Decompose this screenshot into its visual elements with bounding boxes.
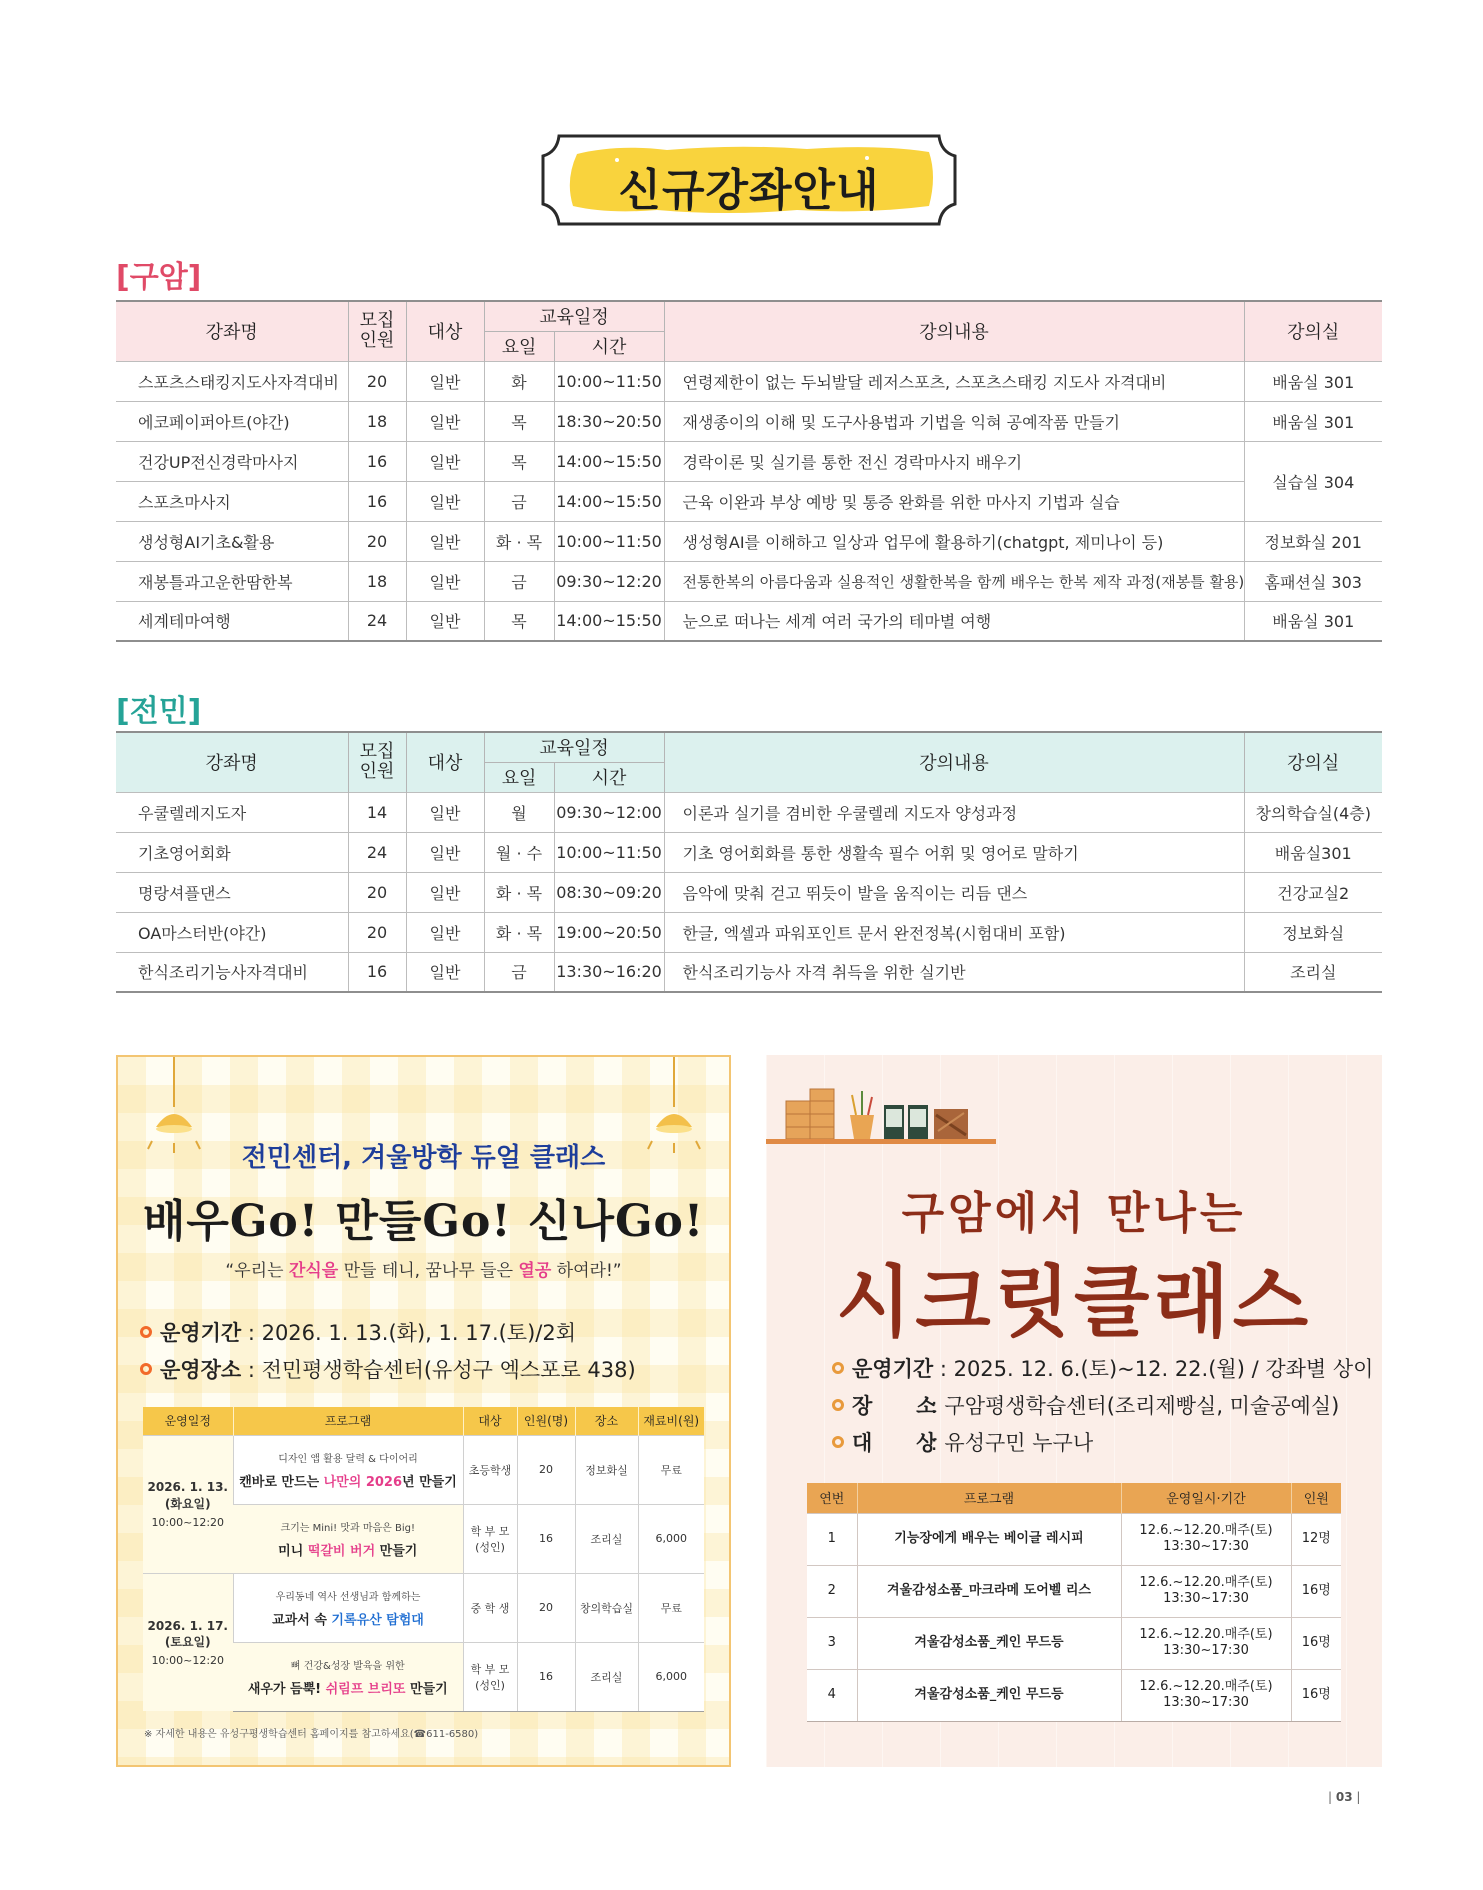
table-row	[143, 1435, 704, 1504]
col-header: 대상	[463, 1407, 517, 1435]
col-header-recruit: 모집 인원	[348, 301, 406, 361]
dual-class-program-table	[143, 1407, 704, 1712]
quote-highlight: 열공	[518, 1261, 552, 1281]
col-header-recruit: 모집 인원	[348, 732, 406, 792]
schedule-time: 13:30~17:30	[1163, 1695, 1249, 1710]
poster-heading: 전민센터, 겨울방학 듀얼 클래스	[241, 1143, 606, 1173]
program-title-part: 미니	[278, 1543, 308, 1559]
program-cell	[233, 1573, 463, 1642]
place-label: 장 소	[852, 1394, 937, 1418]
program-cell	[233, 1642, 463, 1711]
program-name: 겨울감성소품_마크라메 도어벨 리스	[857, 1565, 1121, 1617]
program-place: 창의학습실	[575, 1573, 638, 1642]
program-schedule	[1121, 1565, 1291, 1617]
poster-title: 시크릿클래스	[835, 1258, 1313, 1348]
col-header-target: 대상	[406, 732, 484, 792]
course-num: 16	[348, 952, 406, 992]
program-subtitle: 크기는 Mini! 맛과 마음은 Big!	[280, 1522, 416, 1534]
course-time: 09:30~12:00	[554, 792, 664, 832]
program-title	[236, 1609, 461, 1628]
schedule-date: 12.6.~12.20.매주(토)	[1139, 1522, 1273, 1538]
table-row	[116, 912, 1382, 952]
schedule-date: 12.6.~12.20.매주(토)	[1139, 1574, 1273, 1590]
page-title: 신규강좌안내	[618, 165, 880, 216]
course-name: 세계테마여행	[116, 601, 348, 641]
course-num: 18	[348, 561, 406, 601]
bullet-ring-icon	[832, 1436, 844, 1448]
course-num: 24	[348, 601, 406, 641]
guam-course-table	[116, 300, 1382, 642]
program-title	[235, 1678, 461, 1697]
period-label: 운영기간	[852, 1357, 934, 1381]
program-num: 16	[517, 1504, 575, 1573]
course-content: 연령제한이 없는 두뇌발달 레저스포츠, 스포츠스태킹 지도사 자격대비	[664, 361, 1244, 401]
jeonmin-course-table	[116, 731, 1382, 993]
schedule-time: 13:30~17:30	[1163, 1591, 1249, 1606]
course-content: 눈으로 떠나는 세계 여러 국가의 테마별 여행	[664, 601, 1244, 641]
course-target: 일반	[406, 481, 484, 521]
course-num: 24	[348, 832, 406, 872]
table-row	[116, 441, 1382, 481]
col-header-day: 요일	[484, 331, 554, 361]
page-number: | 03 |	[1328, 1790, 1361, 1804]
program-place: 조리실	[575, 1642, 638, 1711]
course-name: 건강UP전신경락마사지	[116, 441, 348, 481]
table-row	[116, 832, 1382, 872]
place-info	[140, 1354, 636, 1384]
col-header: 운영일정	[143, 1407, 233, 1435]
col-header: 프로그램	[857, 1483, 1121, 1513]
course-target: 일반	[406, 792, 484, 832]
course-name: 재봉틀과고운한땀한복	[116, 561, 348, 601]
title-banner	[537, 130, 961, 230]
table-row	[116, 561, 1382, 601]
section-label-jeonmin: [전민]	[116, 694, 202, 729]
bullet-ring-icon	[832, 1362, 844, 1374]
row-number: 3	[807, 1617, 857, 1669]
course-num: 18	[348, 401, 406, 441]
course-room: 정보화실 201	[1244, 521, 1382, 561]
program-title-part: 캔바로 만드는	[239, 1474, 324, 1490]
poster-quote	[118, 1256, 729, 1281]
target-label: 대 상	[852, 1431, 937, 1455]
course-name: 스포츠스태킹지도사자격대비	[116, 361, 348, 401]
course-num: 16	[348, 441, 406, 481]
program-num: 16명	[1291, 1565, 1341, 1617]
schedule-day: (토요일)	[164, 1634, 211, 1649]
program-title	[235, 1540, 461, 1559]
col-header-target: 대상	[406, 301, 484, 361]
course-content: 근육 이완과 부상 예방 및 통증 완화를 위한 마사지 기법과 실습	[664, 481, 1244, 521]
program-title-part: 새우가 듬뿍!	[247, 1681, 326, 1697]
col-header: 운영일시·기간	[1121, 1483, 1291, 1513]
row-number: 1	[807, 1513, 857, 1565]
table-row	[116, 361, 1382, 401]
col-header-schedule: 교육일정	[484, 732, 664, 762]
col-header-room: 강의실	[1244, 301, 1382, 361]
course-time: 14:00~15:50	[554, 481, 664, 521]
col-header: 연번	[807, 1483, 857, 1513]
course-room: 배움실301	[1244, 832, 1382, 872]
course-content: 기초 영어회화를 통한 생활속 필수 어휘 및 영어로 말하기	[664, 832, 1244, 872]
course-name: 우쿨렐레지도자	[116, 792, 348, 832]
course-name: 한식조리기능사자격대비	[116, 952, 348, 992]
course-name: OA마스터반(야간)	[116, 912, 348, 952]
program-title-part: 교과서 속	[272, 1612, 332, 1628]
course-target: 일반	[406, 561, 484, 601]
col-header-day: 요일	[484, 762, 554, 792]
course-name: 스포츠마사지	[116, 481, 348, 521]
program-num: 20	[517, 1435, 575, 1504]
course-time: 10:00~11:50	[554, 521, 664, 561]
program-name: 겨울감성소품_케인 무드등	[857, 1669, 1121, 1721]
course-time: 10:00~11:50	[554, 832, 664, 872]
quote-highlight: 간식을	[288, 1261, 339, 1281]
program-title-highlight: 떡갈비 버거	[307, 1543, 376, 1559]
course-target: 일반	[406, 401, 484, 441]
program-place: 조리실	[575, 1504, 638, 1573]
table-row	[807, 1565, 1341, 1617]
course-day: 화 · 목	[484, 521, 554, 561]
row-number: 2	[807, 1565, 857, 1617]
row-number: 4	[807, 1669, 857, 1721]
program-fee: 6,000	[638, 1642, 704, 1711]
program-target: 초등학생	[463, 1435, 517, 1504]
course-target: 일반	[406, 361, 484, 401]
col-header-time: 시간	[554, 762, 664, 792]
program-target: 학 부 모 (성인)	[463, 1642, 517, 1711]
course-day: 월 · 수	[484, 832, 554, 872]
table-row	[116, 952, 1382, 992]
course-day: 금	[484, 952, 554, 992]
course-time: 09:30~12:20	[554, 561, 664, 601]
period-value: : 2025. 12. 6.(토)~12. 22.(월) / 강좌별 상이	[933, 1357, 1374, 1381]
schedule-time: 13:30~17:30	[1163, 1643, 1249, 1658]
schedule-time: 13:30~17:30	[1163, 1539, 1249, 1554]
col-header-name: 강좌명	[116, 301, 348, 361]
program-num: 20	[517, 1573, 575, 1642]
course-num: 20	[348, 872, 406, 912]
program-schedule	[1121, 1617, 1291, 1669]
col-header: 재료비(원)	[638, 1407, 704, 1435]
program-num: 12명	[1291, 1513, 1341, 1565]
course-name: 생성형AI기초&활용	[116, 521, 348, 561]
program-schedule	[1121, 1513, 1291, 1565]
schedule-date: 2026. 1. 13.	[147, 1480, 228, 1495]
quote-part: “우리는	[225, 1261, 289, 1281]
course-day: 목	[484, 401, 554, 441]
course-time: 14:00~15:50	[554, 441, 664, 481]
program-title-highlight: 쉬림프 브리또	[325, 1681, 406, 1697]
target-info	[832, 1427, 1093, 1457]
course-content: 경락이론 및 실기를 통한 전신 경락마사지 배우기	[664, 441, 1244, 481]
program-subtitle: 우리동네 역사 선생님과 함께하는	[275, 1591, 421, 1603]
course-content: 재생종이의 이해 및 도구사용법과 기법을 익혀 공예작품 만들기	[664, 401, 1244, 441]
course-day: 화	[484, 361, 554, 401]
place-value: : 전민평생학습센터(유성구 엑스포로 438)	[241, 1358, 636, 1382]
program-name: 겨울감성소품_케인 무드등	[857, 1617, 1121, 1669]
course-content: 음악에 맞춰 걷고 뛰듯이 발을 움직이는 리듬 댄스	[664, 872, 1244, 912]
course-room: 배움실 301	[1244, 401, 1382, 441]
period-value: : 2026. 1. 13.(화), 1. 17.(토)/2회	[241, 1321, 577, 1345]
program-title-part: 년 만들기	[402, 1474, 457, 1490]
program-num: 16	[517, 1642, 575, 1711]
col-header-name: 강좌명	[116, 732, 348, 792]
course-time: 18:30~20:50	[554, 401, 664, 441]
period-info	[832, 1353, 1373, 1383]
schedule-cell	[143, 1573, 233, 1711]
col-header: 장소	[575, 1407, 638, 1435]
course-target: 일반	[406, 521, 484, 561]
course-time: 19:00~20:50	[554, 912, 664, 952]
program-title-highlight: 나만의 2026	[323, 1474, 403, 1490]
course-num: 20	[348, 521, 406, 561]
bullet-ring-icon	[140, 1363, 152, 1375]
schedule-time: 10:00~12:20	[151, 1515, 225, 1529]
period-label: 운영기간	[160, 1321, 242, 1345]
course-target: 일반	[406, 952, 484, 992]
jeonmin-dual-class-poster	[116, 1055, 731, 1767]
section-label-guam: [구암]	[116, 260, 202, 295]
course-day: 월	[484, 792, 554, 832]
table-row	[807, 1669, 1341, 1721]
course-time: 10:00~11:50	[554, 361, 664, 401]
schedule-date: 12.6.~12.20.매주(토)	[1139, 1678, 1273, 1694]
course-target: 일반	[406, 601, 484, 641]
col-header: 인원	[1291, 1483, 1341, 1513]
poster-subtitle: 구암에서 만나는	[901, 1188, 1247, 1239]
target-value: : 유성구민 누구나	[924, 1431, 1094, 1455]
table-row	[807, 1617, 1341, 1669]
course-room: 창의학습실(4층)	[1244, 792, 1382, 832]
program-target: 중 학 생	[463, 1573, 517, 1642]
program-title-part: 만들기	[405, 1681, 448, 1697]
course-room: 배움실 301	[1244, 361, 1382, 401]
table-row	[116, 401, 1382, 441]
program-subtitle: 뼈 건강&성장 발육을 위한	[290, 1660, 405, 1672]
table-row	[143, 1573, 704, 1642]
poster-slogan: 배우Go! 만들Go! 신나Go!	[142, 1196, 705, 1247]
course-content: 생성형AI를 이해하고 일상과 업무에 활용하기(chatgpt, 제미나이 등)	[664, 521, 1244, 561]
schedule-date: 12.6.~12.20.매주(토)	[1139, 1626, 1273, 1642]
place-value: : 구암평생학습센터(조리제빵실, 미술공예실)	[924, 1394, 1340, 1418]
table-row	[116, 521, 1382, 561]
table-row	[116, 872, 1382, 912]
course-content: 전통한복의 아름다움과 실용적인 생활한복을 함께 배우는 한복 제작 과정(재봉틀 활용)	[664, 561, 1244, 601]
col-header-schedule: 교육일정	[484, 301, 664, 331]
course-room: 실습실 304	[1244, 441, 1382, 521]
schedule-cell	[143, 1435, 233, 1573]
shelf-decoration-icon	[766, 1075, 996, 1155]
table-row	[116, 792, 1382, 832]
course-num: 20	[348, 912, 406, 952]
schedule-time: 10:00~12:20	[151, 1653, 225, 1667]
bullet-ring-icon	[140, 1326, 152, 1338]
program-fee: 무료	[638, 1435, 704, 1504]
program-title-part: 만들기	[375, 1543, 418, 1559]
col-header: 인원(명)	[517, 1407, 575, 1435]
course-time: 14:00~15:50	[554, 601, 664, 641]
program-subtitle: 디자인 앱 활용 달력 & 다이어리	[278, 1453, 418, 1465]
program-num: 16명	[1291, 1669, 1341, 1721]
course-room: 건강교실2	[1244, 872, 1382, 912]
program-cell	[233, 1504, 463, 1573]
course-room: 홈패션실 303	[1244, 561, 1382, 601]
course-time: 08:30~09:20	[554, 872, 664, 912]
table-row	[807, 1513, 1341, 1565]
course-day: 목	[484, 601, 554, 641]
course-num: 14	[348, 792, 406, 832]
program-fee: 6,000	[638, 1504, 704, 1573]
table-row	[116, 601, 1382, 641]
program-target: 학 부 모 (성인)	[463, 1504, 517, 1573]
secret-class-table	[807, 1483, 1341, 1722]
course-name: 에코페이퍼아트(야간)	[116, 401, 348, 441]
course-name: 명랑셔플댄스	[116, 872, 348, 912]
bullet-ring-icon	[832, 1399, 844, 1411]
course-time: 13:30~16:20	[554, 952, 664, 992]
program-fee: 무료	[638, 1573, 704, 1642]
table-row	[116, 481, 1382, 521]
course-target: 일반	[406, 441, 484, 481]
course-day: 화 · 목	[484, 872, 554, 912]
quote-part: 만들 테니, 꿈나무 들은	[338, 1261, 519, 1281]
poster-footnote: ※ 자세한 내용은 유성구평생학습센터 홈페이지를 참고하세요(☎611-6580)	[144, 1729, 479, 1740]
col-header-time: 시간	[554, 331, 664, 361]
program-title	[236, 1471, 461, 1490]
guam-secret-class-poster	[766, 1055, 1382, 1767]
course-day: 화 · 목	[484, 912, 554, 952]
page-number-value: 03	[1335, 1790, 1353, 1804]
course-day: 목	[484, 441, 554, 481]
col-header-content: 강의내용	[664, 732, 1244, 792]
course-day: 금	[484, 561, 554, 601]
place-label: 운영장소	[160, 1358, 242, 1382]
program-title-highlight: 기록유산 탐험대	[331, 1612, 424, 1628]
schedule-day: (화요일)	[164, 1496, 211, 1511]
schedule-date: 2026. 1. 17.	[147, 1618, 228, 1633]
course-day: 금	[484, 481, 554, 521]
col-header: 프로그램	[233, 1407, 463, 1435]
period-info	[140, 1317, 576, 1347]
program-place: 정보화실	[575, 1435, 638, 1504]
course-content: 이론과 실기를 겸비한 우쿨렐레 지도자 양성과정	[664, 792, 1244, 832]
place-info	[832, 1390, 1339, 1420]
course-room: 정보화실	[1244, 912, 1382, 952]
program-cell	[233, 1435, 463, 1504]
course-num: 20	[348, 361, 406, 401]
course-num: 16	[348, 481, 406, 521]
course-content: 한식조리기능사 자격 취득을 위한 실기반	[664, 952, 1244, 992]
course-target: 일반	[406, 872, 484, 912]
col-header-content: 강의내용	[664, 301, 1244, 361]
col-header-room: 강의실	[1244, 732, 1382, 792]
course-target: 일반	[406, 912, 484, 952]
course-room: 배움실 301	[1244, 601, 1382, 641]
program-name: 기능장에게 배우는 베이글 레시피	[857, 1513, 1121, 1565]
quote-part: 하여라!”	[551, 1261, 622, 1281]
program-num: 16명	[1291, 1617, 1341, 1669]
course-target: 일반	[406, 832, 484, 872]
program-schedule	[1121, 1669, 1291, 1721]
course-name: 기초영어회화	[116, 832, 348, 872]
course-content: 한글, 엑셀과 파워포인트 문서 완전정복(시험대비 포함)	[664, 912, 1244, 952]
course-room: 조리실	[1244, 952, 1382, 992]
